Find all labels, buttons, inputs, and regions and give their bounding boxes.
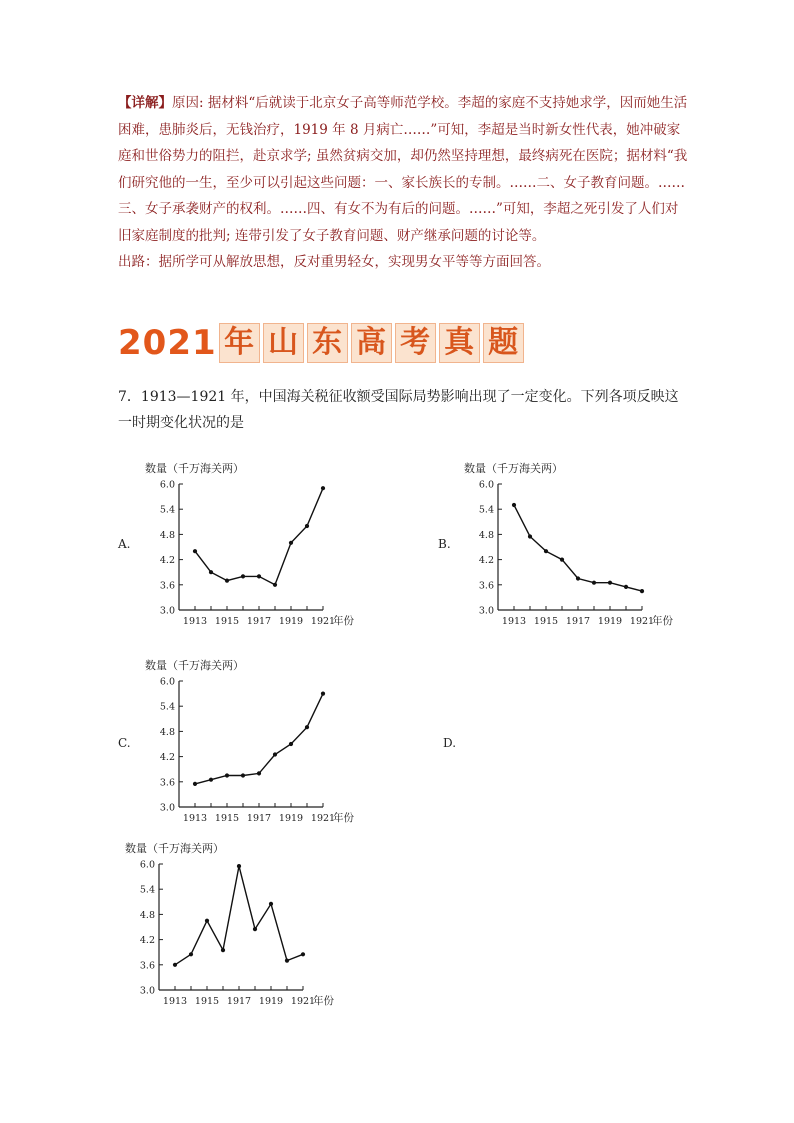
y-tick-label: 4.2	[478, 555, 494, 567]
x-tick-label: 1921	[310, 616, 336, 627]
data-point	[289, 742, 293, 746]
x-tick-label: 1919	[278, 616, 304, 627]
data-point	[624, 585, 628, 589]
data-point	[640, 589, 644, 593]
y-axis-title: 数量（千万海关两）	[125, 842, 224, 855]
x-tick-label: 1917	[246, 813, 272, 824]
data-point	[253, 927, 257, 931]
question-7	[118, 384, 688, 436]
chart-a	[143, 458, 388, 630]
series-line	[175, 866, 303, 965]
y-tick-label: 4.8	[139, 909, 155, 921]
x-axis-title: 年份	[313, 995, 334, 1007]
y-tick-label: 3.0	[478, 605, 494, 617]
explanation-block	[118, 90, 688, 276]
explanation-paragraph	[118, 90, 688, 249]
x-tick-label: 1913	[182, 813, 208, 824]
outlet-paragraph: 出路：据所学可从解放思想，反对重男轻女，实现男女平等等方面回答。	[118, 254, 550, 270]
series-line	[195, 694, 323, 784]
data-point	[221, 948, 225, 952]
x-axis-title: 年份	[333, 615, 354, 627]
y-tick-label: 4.2	[139, 935, 155, 947]
y-tick-label: 6.0	[478, 479, 494, 491]
x-tick-label: 1917	[226, 996, 252, 1007]
data-point	[544, 549, 548, 553]
x-tick-label: 1919	[278, 813, 304, 824]
data-point	[512, 503, 516, 507]
data-point	[257, 574, 261, 578]
banner-char: 年	[219, 323, 260, 363]
y-tick-label: 5.4	[159, 701, 175, 713]
banner-char: 东	[307, 323, 348, 363]
banner-year: 2021	[118, 323, 217, 363]
banner-char: 真	[439, 323, 480, 363]
series-line	[195, 488, 323, 585]
data-point	[285, 959, 289, 963]
y-axis-title: 数量（千万海关两）	[464, 462, 563, 475]
banner-char: 考	[395, 323, 436, 363]
y-tick-label: 5.4	[139, 884, 155, 896]
option-d-label: D.	[443, 736, 457, 750]
y-tick-label: 4.8	[478, 529, 494, 541]
x-tick-label: 1915	[214, 813, 240, 824]
x-tick-label: 1913	[162, 996, 188, 1007]
option-c-label: C.	[118, 736, 131, 750]
x-tick-label: 1921	[629, 616, 655, 627]
data-point	[608, 581, 612, 585]
y-tick-label: 4.2	[159, 752, 175, 764]
chart-b	[462, 458, 707, 630]
y-tick-label: 3.6	[159, 777, 175, 789]
data-point	[305, 524, 309, 528]
y-tick-label: 6.0	[159, 479, 175, 491]
y-tick-label: 4.8	[159, 726, 175, 738]
data-point	[528, 534, 532, 538]
banner-char: 题	[483, 323, 524, 363]
x-tick-label: 1917	[565, 616, 591, 627]
data-point	[225, 579, 229, 583]
data-point	[257, 771, 261, 775]
data-point	[209, 778, 213, 782]
x-tick-label: 1913	[182, 616, 208, 627]
data-point	[321, 692, 325, 696]
data-point	[560, 558, 564, 562]
x-tick-label: 1919	[597, 616, 623, 627]
y-tick-label: 3.6	[478, 580, 494, 592]
y-tick-label: 3.0	[159, 605, 175, 617]
x-tick-label: 1919	[258, 996, 284, 1007]
data-point	[205, 919, 209, 923]
data-point	[305, 725, 309, 729]
data-point	[321, 486, 325, 490]
exam-banner	[118, 322, 527, 364]
banner-char: 高	[351, 323, 392, 363]
data-point	[241, 574, 245, 578]
data-point	[173, 963, 177, 967]
data-point	[269, 902, 273, 906]
data-point	[289, 541, 293, 545]
explanation-text: 原因: 据材料“后就读于北京女子高等师范学校。李超的家庭不支持她求学，因而她生活困难，患肺炎后，无钱治疗，1919 年 8 月病亡……”可知，李超是当时新女性代表，她冲破家庭和世俗势力的阻拦，赴京求学; 虽然贫病交加，却仍然坚持理想，最终病死在医院；据材料“我们研究他的一生，至少可以引起这些问题：一、家长族长的专制。……二、女子教育问题。……三、女子承袭财产的权利。……四、有女不为有后的问题。……”可知，李超之死引发了人们对旧家庭制度的批判; 连带引发了女子教育问题、财产继承问题的讨论等。	[118, 95, 688, 244]
data-point	[273, 583, 277, 587]
y-axis-title: 数量（千万海关两）	[145, 462, 244, 475]
option-b-label: B.	[438, 537, 451, 551]
data-point	[189, 952, 193, 956]
data-point	[193, 549, 197, 553]
data-point	[237, 864, 241, 868]
question-text: 7．1913—1921 年，中国海关税征收额受国际局势影响出现了一定变化。下列各项反映这一时期变化状况的是	[118, 389, 679, 431]
banner-char: 山	[263, 323, 304, 363]
y-tick-label: 6.0	[139, 859, 155, 871]
data-point	[241, 773, 245, 777]
data-point	[225, 773, 229, 777]
data-point	[301, 952, 305, 956]
y-tick-label: 3.6	[159, 580, 175, 592]
chart-d	[123, 838, 368, 1010]
data-point	[273, 752, 277, 756]
x-tick-label: 1913	[501, 616, 527, 627]
explanation-tag: 【详解】	[118, 95, 172, 111]
y-axis-title: 数量（千万海关两）	[145, 659, 244, 672]
y-tick-label: 5.4	[159, 504, 175, 516]
y-tick-label: 3.0	[159, 802, 175, 814]
x-axis-title: 年份	[333, 812, 354, 824]
x-tick-label: 1915	[194, 996, 220, 1007]
x-axis-title: 年份	[652, 615, 673, 627]
y-tick-label: 3.0	[139, 985, 155, 997]
y-tick-label: 4.8	[159, 529, 175, 541]
data-point	[576, 576, 580, 580]
option-a-label: A.	[118, 537, 131, 551]
y-tick-label: 5.4	[478, 504, 494, 516]
y-tick-label: 3.6	[139, 960, 155, 972]
x-tick-label: 1915	[214, 616, 240, 627]
y-tick-label: 6.0	[159, 676, 175, 688]
x-tick-label: 1921	[290, 996, 316, 1007]
x-tick-label: 1921	[310, 813, 336, 824]
chart-c	[143, 655, 388, 827]
x-tick-label: 1917	[246, 616, 272, 627]
data-point	[209, 570, 213, 574]
banner-chars	[219, 323, 527, 363]
data-point	[592, 581, 596, 585]
data-point	[193, 782, 197, 786]
y-tick-label: 4.2	[159, 555, 175, 567]
x-tick-label: 1915	[533, 616, 559, 627]
